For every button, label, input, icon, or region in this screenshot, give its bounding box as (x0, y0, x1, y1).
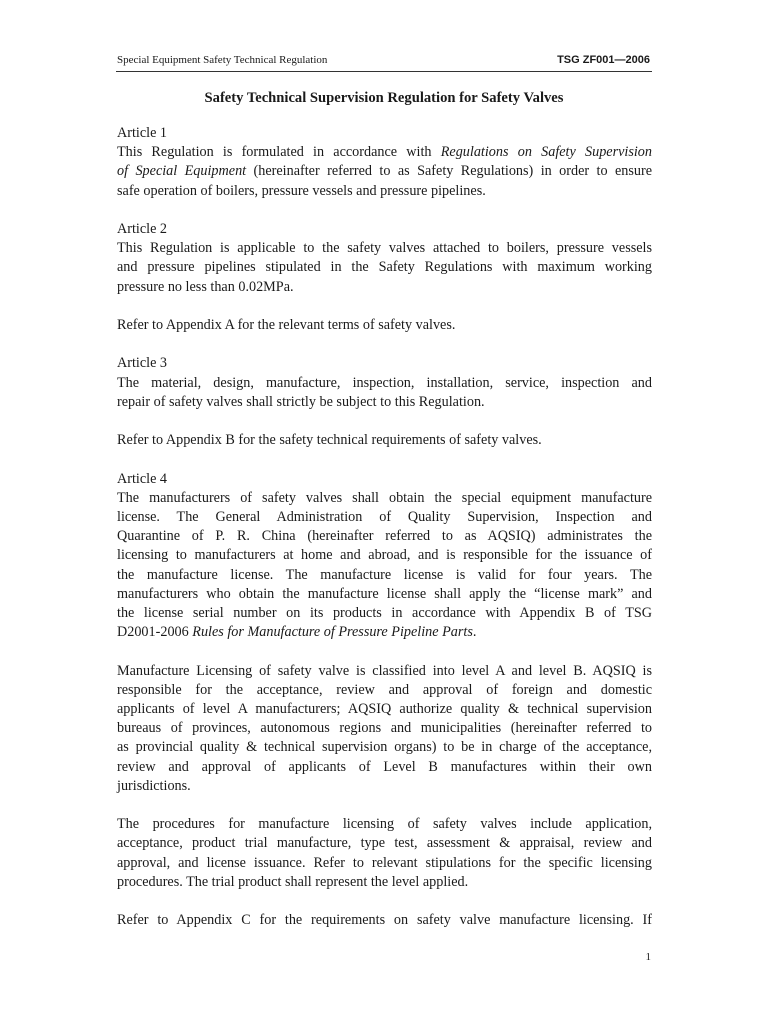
article-4-period: . (472, 624, 477, 641)
article-2-line-3: pressure no less than 0.02MPa. (117, 278, 294, 295)
article-4-line-5: the manufacture license. The manufacture license is valid for four years. The (117, 566, 652, 583)
procedures-line-3: approval, and license issuance. Refer to relevant stipulations for the specific licensing (117, 854, 652, 871)
article-3-heading: Article 3 (117, 355, 168, 372)
article-4-line-4: licensing to manufacturers at home and abroad, and is responsible for the issuance of (117, 547, 652, 564)
licensing-line-2: responsible for the acceptance, review and approval of foreign and domestic (117, 681, 652, 698)
article-4-line-8 (117, 623, 652, 642)
article-2-note-text: Refer to Appendix A for the relevant terms of safety valves. (117, 317, 456, 333)
article-1-line-2 (117, 162, 652, 181)
article-2-heading: Article 2 (117, 221, 168, 237)
article-3 (117, 354, 652, 412)
procedures-line-2: acceptance, product trial manufacture, type test, assessment & appraisal, review and (117, 835, 652, 852)
procedures-line-1: The procedures for manufacture licensing of safety valves include application, (117, 816, 652, 833)
article-3-note-text: Refer to Appendix B for the safety technical requirements of safety valves. (117, 432, 542, 449)
article-4-line-7: the license serial number on its products in accordance with Appendix B of TSG (117, 605, 652, 621)
running-header (116, 52, 652, 72)
article-3-line-2: repair of safety valves shall strictly be subject to this Regulation. (117, 393, 485, 410)
document-body (117, 124, 652, 950)
article-3-note (117, 431, 652, 450)
paragraph-procedures (117, 815, 652, 892)
article-2 (117, 220, 652, 297)
article-1-text: (hereinafter referred to as Safety Regulations) in order to ensure (246, 163, 652, 180)
licensing-line-6: review and approval of applicants of Level B manufactures within their own (117, 758, 652, 775)
page-number: 1 (645, 951, 651, 963)
document-title: Safety Technical Supervision Regulation for Safety Valves (204, 90, 564, 106)
paragraph-appendix-c (117, 911, 652, 930)
article-1-italic-title: Regulations on Safety Supervision (440, 144, 652, 161)
header-left-text: Special Equipment Safety Technical Regulation (117, 54, 328, 66)
licensing-line-5: as provincial quality & technical supervision organs) to be in charge of the acceptance, (117, 739, 652, 756)
article-4-line-2: license. The General Administration of Quality Supervision, Inspection and (117, 508, 652, 525)
appendix-c-line-1: Refer to Appendix C for the requirements on safety valve manufacture licensing. If (117, 912, 652, 929)
procedures-line-4: procedures. The trial product shall represent the level applied. (117, 873, 469, 890)
article-1 (117, 124, 652, 201)
paragraph-licensing-levels (117, 662, 652, 796)
article-4-heading: Article 4 (117, 470, 168, 487)
article-4-line-3: Quarantine of P. R. China (hereinafter referred to as AQSIQ) administrates the (117, 528, 652, 545)
article-1-heading: Article 1 (117, 125, 168, 141)
article-4-line-1: The manufacturers of safety valves shall obtain the special equipment manufacture (117, 489, 652, 506)
article-4 (117, 470, 652, 643)
licensing-line-4: bureaus of provinces, autonomous regions and municipalities (hereinafter referred to (117, 720, 652, 737)
article-4-line-6: manufacturers who obtain the manufacture license shall apply the “license mark” and (117, 585, 652, 602)
article-1-line-3: safe operation of boilers, pressure vessels and pressure pipelines. (117, 182, 486, 199)
article-2-line-2: and pressure pipelines stipulated in the Safety Regulations with maximum working (117, 259, 652, 276)
article-4-italic-title: Rules for Manufacture of Pressure Pipeline Parts (192, 624, 473, 641)
article-1-italic-title-cont: of Special Equipment (117, 163, 247, 180)
licensing-line-3: applicants of level A manufacturers; AQSIQ authorize quality & technical supervision (117, 701, 652, 717)
article-2-note (117, 316, 652, 335)
header-document-code: TSG ZF001—2006 (557, 54, 650, 66)
licensing-line-1: Manufacture Licensing of safety valve is classified into level A and level B. AQSIQ is (117, 662, 652, 679)
article-3-line-1: The material, design, manufacture, inspection, installation, service, inspection and (117, 374, 652, 391)
article-4-text: D2001-2006 (117, 624, 193, 641)
licensing-line-7: jurisdictions. (117, 777, 191, 794)
article-2-line-1: This Regulation is applicable to the safety valves attached to boilers, pressure vessels (117, 240, 652, 257)
article-1-text: This Regulation is formulated in accordance with (117, 144, 441, 161)
article-1-line-1 (117, 143, 652, 162)
